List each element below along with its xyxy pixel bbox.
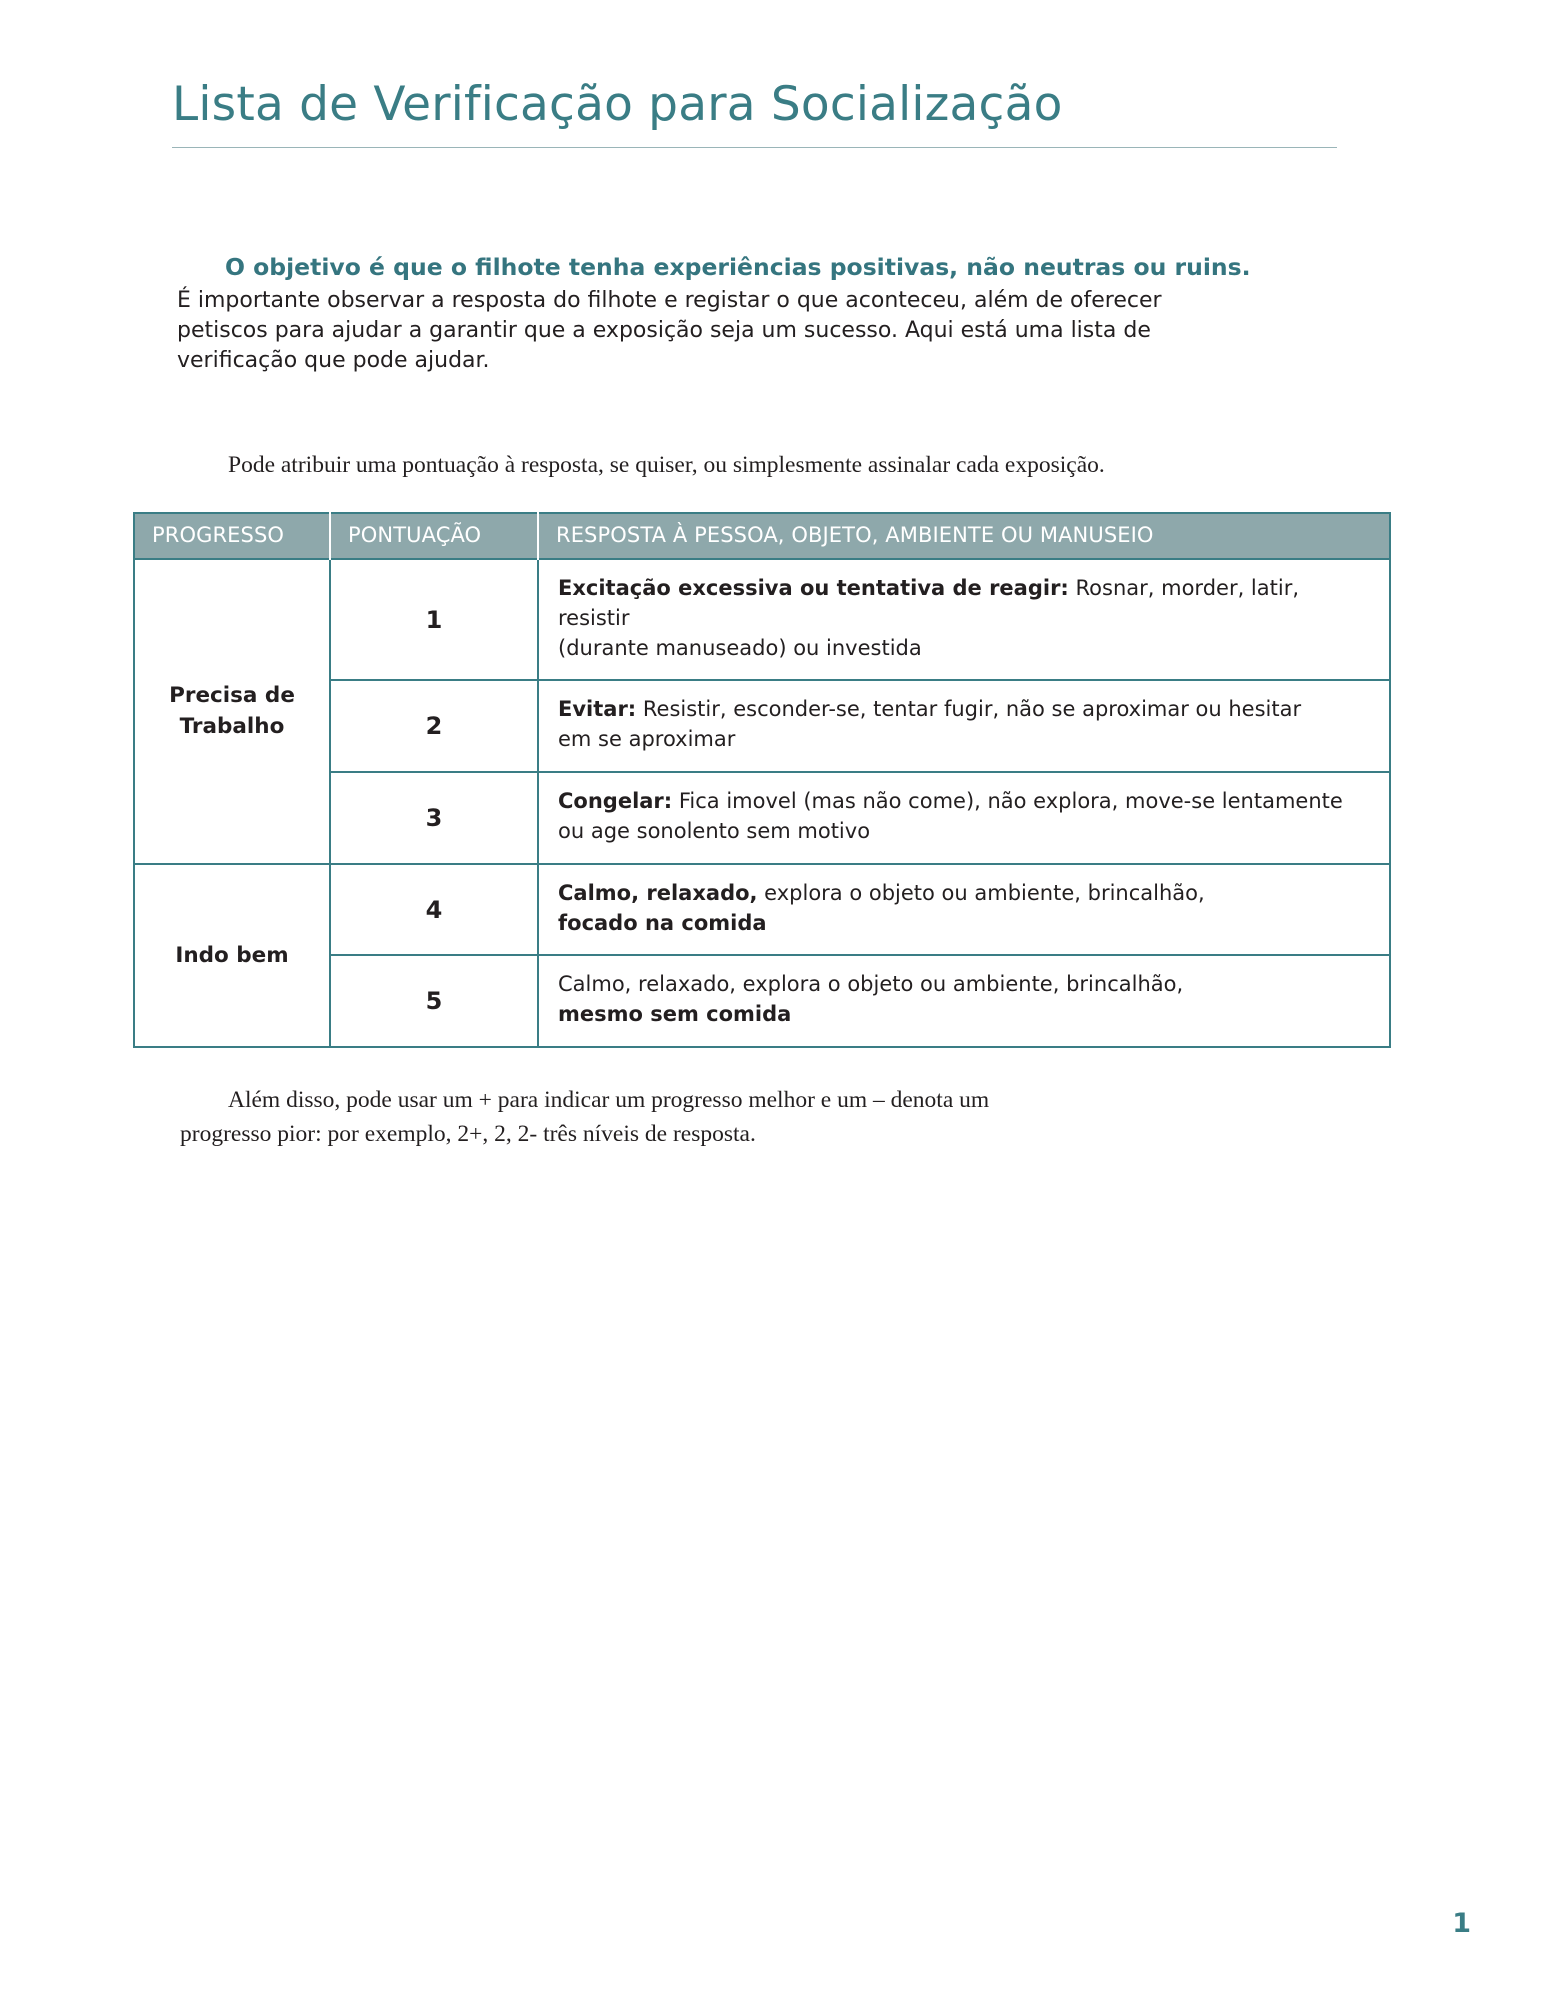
response-line-1 [558, 879, 1373, 909]
page-number: 1 [1452, 1908, 1471, 1939]
progress-group-line-1: Precisa de [169, 683, 295, 709]
title-block [172, 78, 1362, 148]
score-value: 2 [330, 680, 538, 772]
intro-lead-text: O objetivo é que o filhote tenha experiências positivas, não neutras ou ruins. [225, 253, 1251, 281]
closing-line-1: Além disso, pode usar um + para indicar um progresso melhor e um – denota um [228, 1087, 990, 1113]
closing-paragraph [180, 1083, 1300, 1151]
socialization-score-table [133, 512, 1391, 1048]
intro-body-text [177, 286, 1252, 377]
progress-group-line-2: Trabalho [179, 714, 285, 740]
response-plain-text: explora o objeto ou ambiente, brincalhão, [757, 880, 1205, 905]
score-table-container [133, 512, 1391, 1048]
note-above-table: Pode atribuir uma pontuação à resposta, se quiser, ou simplesmente assinalar cada exposição. [228, 452, 1105, 478]
table-body [134, 559, 1390, 1047]
intro-body-line-2: petiscos para ajudar a garantir que a exposição seja um sucesso. Aqui está uma lista de [177, 317, 1151, 343]
response-bold-lead: Evitar: [558, 697, 637, 722]
response-line-2: (durante manuseado) ou investida [558, 635, 922, 660]
response-text [538, 680, 1390, 772]
table-header-row [134, 513, 1390, 559]
response-line-2: ou age sonolento sem motivo [558, 818, 871, 843]
score-value: 1 [330, 559, 538, 680]
intro-block [177, 252, 1277, 377]
response-plain-text: Fica imovel (mas não come), não explora, move-se lentamente [672, 789, 1343, 814]
response-line-1 [558, 695, 1373, 725]
response-line-1 [558, 787, 1373, 817]
table-row [134, 864, 1390, 956]
progress-group-line-1: Indo bem [175, 942, 289, 968]
response-bold-lead: Calmo, relaxado, [558, 880, 758, 905]
progress-group-going-well [134, 864, 330, 1047]
response-text [538, 559, 1390, 680]
response-text [538, 772, 1390, 864]
response-line-2 [558, 1000, 1373, 1030]
response-line-2-bold: mesmo sem comida [558, 1002, 792, 1027]
progress-group-needs-work [134, 559, 330, 864]
response-line-1 [558, 574, 1373, 634]
response-text [538, 864, 1390, 956]
score-value: 3 [330, 772, 538, 864]
response-plain-text: Calmo, relaxado, explora o objeto ou ambiente, brincalhão, [558, 972, 1184, 997]
response-line-2: em se aproximar [558, 727, 736, 752]
page-title: Lista de Verificação para Socialização [172, 77, 1063, 132]
column-header-response: RESPOSTA À PESSOA, OBJETO, AMBIENTE OU MANUSEIO [538, 513, 1390, 559]
response-bold-lead: Excitação excessiva ou tentativa de reagir: [558, 576, 1069, 600]
response-plain-text: Resistir, esconder-se, tentar fugir, não se aproximar ou hesitar [636, 697, 1302, 722]
response-line-2-bold: focado na comida [558, 910, 767, 935]
score-value: 5 [330, 955, 538, 1047]
column-header-progress: PROGRESSO [134, 513, 330, 559]
response-plain-text: Rosnar, morder, latir, resistir [558, 576, 1300, 630]
response-bold-lead: Congelar: [558, 789, 673, 814]
response-text [538, 955, 1390, 1047]
table-header [134, 513, 1390, 559]
score-value: 4 [330, 864, 538, 956]
response-line-2 [558, 909, 1373, 939]
closing-line-2: progresso pior: por exemplo, 2+, 2, 2- três níveis de resposta. [180, 1121, 756, 1148]
title-divider [172, 147, 1337, 148]
intro-body-line-1: É importante observar a resposta do filhote e registar o que aconteceu, além de oferecer [177, 287, 1162, 313]
column-header-score: PONTUAÇÃO [330, 513, 538, 559]
intro-body-line-3: verificação que pode ajudar. [177, 348, 490, 374]
response-line-1 [558, 970, 1373, 1000]
table-row [134, 559, 1390, 680]
